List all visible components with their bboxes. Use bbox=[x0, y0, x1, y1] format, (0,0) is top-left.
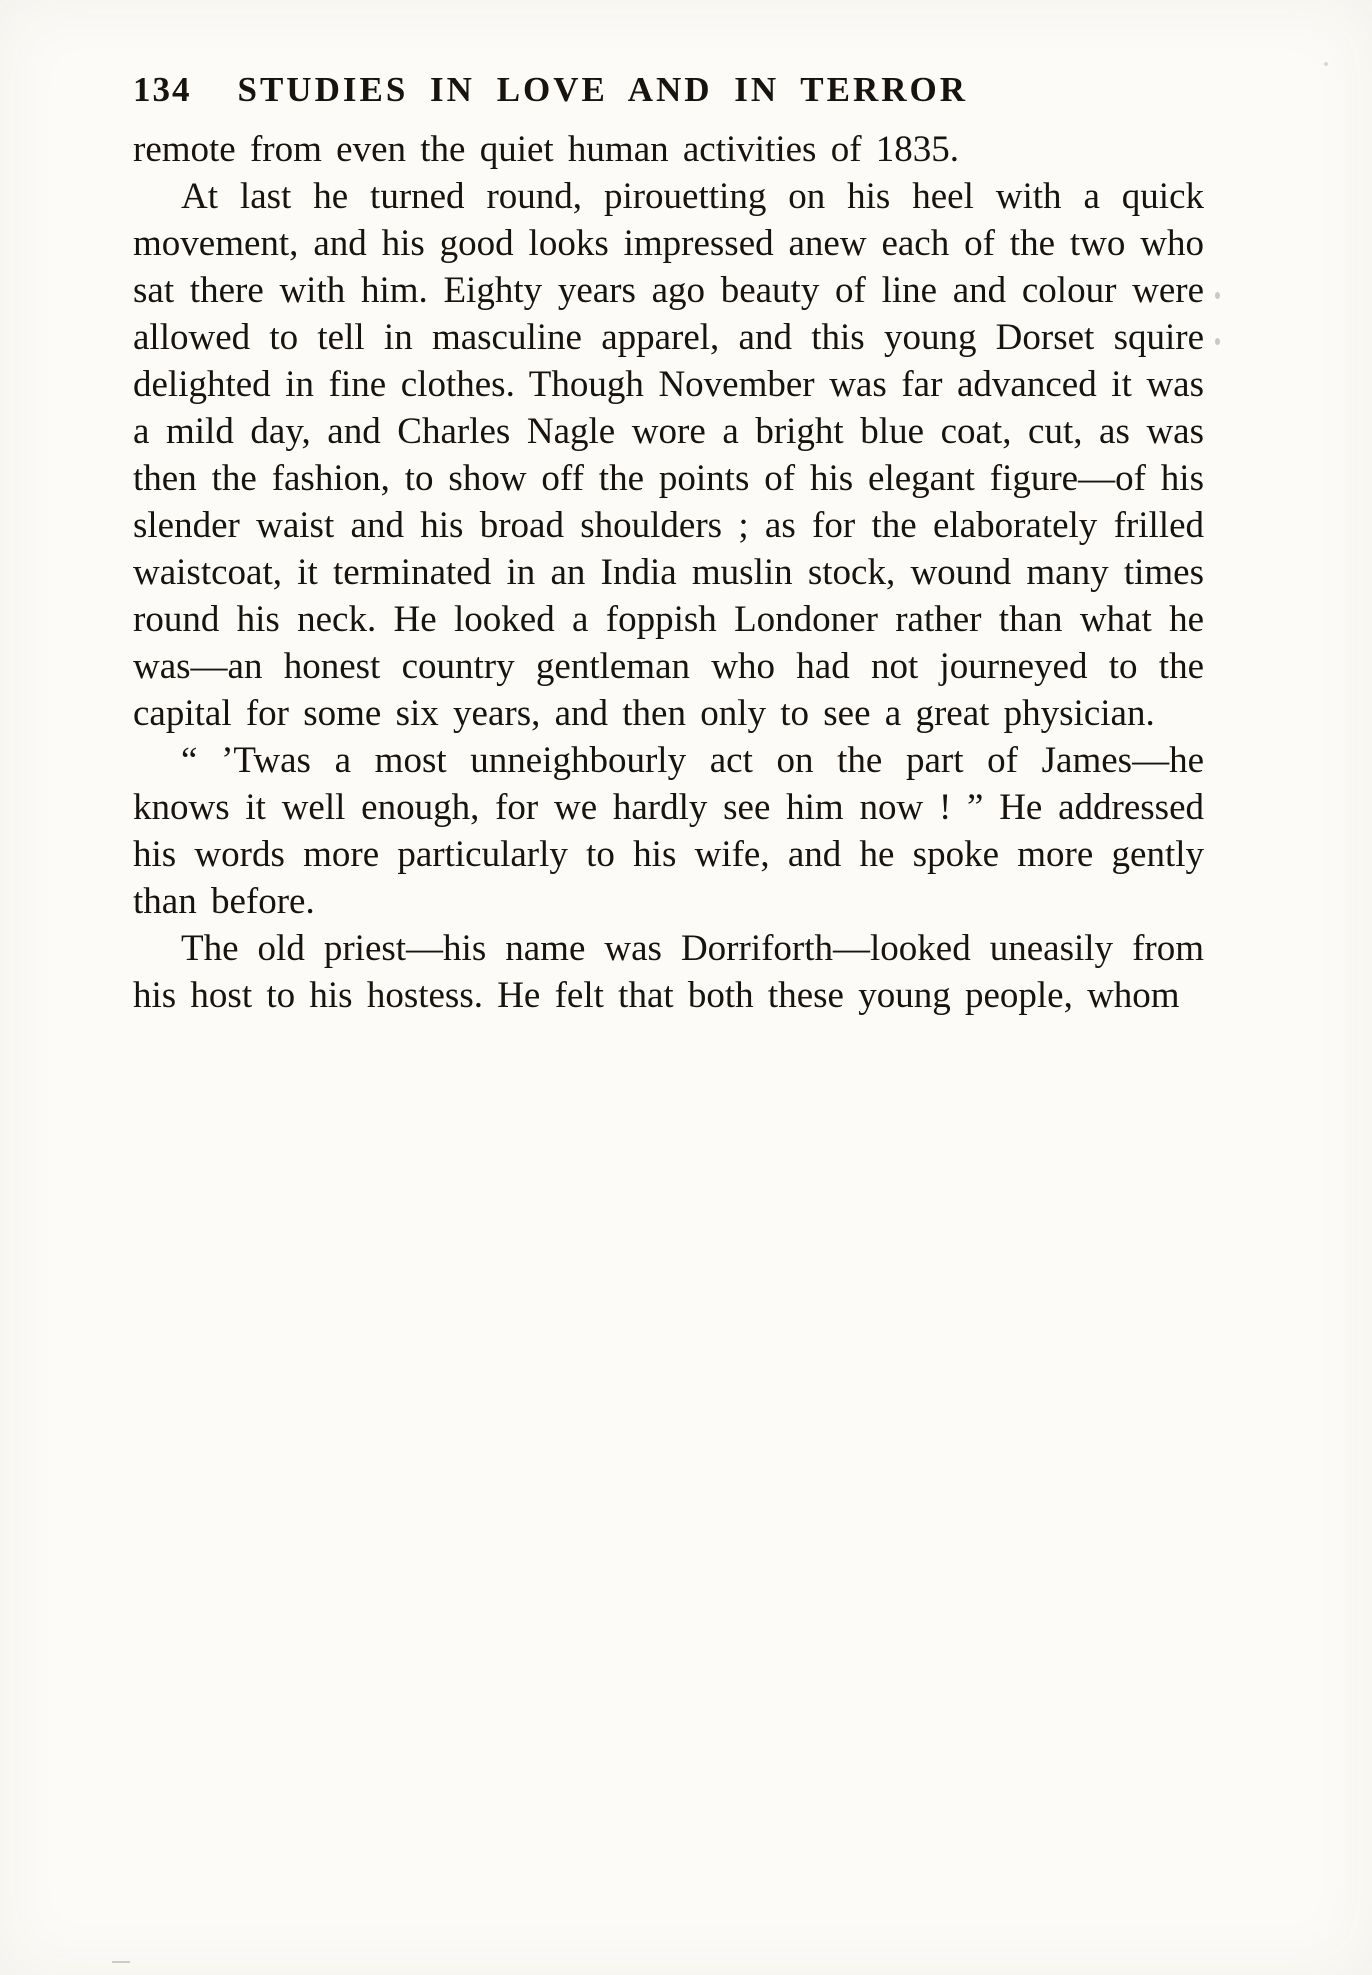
page-header bbox=[133, 70, 1204, 110]
paragraph: The old priest—his name was Dorriforth—looked uneasily from his host to his hostess. He felt that both these young people, whom bbox=[133, 928, 1204, 1016]
scan-artifact bbox=[1215, 292, 1220, 299]
page-number: 134 bbox=[133, 70, 192, 109]
paragraph: “ ’Twas a most unneighbourly act on the part of James—he knows it well enough, for we hardly see him now ! ” He addressed his words more particularly to his wife, and he spoke more gently than before. bbox=[133, 740, 1204, 922]
scan-artifact bbox=[1324, 62, 1328, 66]
page-text bbox=[133, 126, 1204, 1019]
running-title: STUDIES IN LOVE AND IN TERROR bbox=[237, 70, 969, 109]
paragraph: remote from even the quiet human activities of 1835. bbox=[133, 129, 960, 170]
scan-artifact bbox=[112, 1961, 130, 1963]
scan-artifact bbox=[1215, 338, 1220, 345]
paragraph: At last he turned round, pirouetting on his heel with a quick movement, and his good looks impressed anew each of the two who sat there with him. Eighty years ago beauty of line and colour were allowed to tell in masculine apparel, and this young Dorset squire delighted in fine clothes. Though November was far advanced it was a mild day, and Charles Nagle wore a bright blue coat, cut, as was then the fashion, to show off the points of his elegant figure—of his slender waist and his broad shoulders ; as for the elaborately frilled waistcoat, it terminated in an India muslin stock, wound many times round his neck. He looked a foppish Londoner rather than what he was—an honest country gentleman who had not journeyed to the capital for some six years, and then only to see a great physician. bbox=[133, 176, 1204, 734]
